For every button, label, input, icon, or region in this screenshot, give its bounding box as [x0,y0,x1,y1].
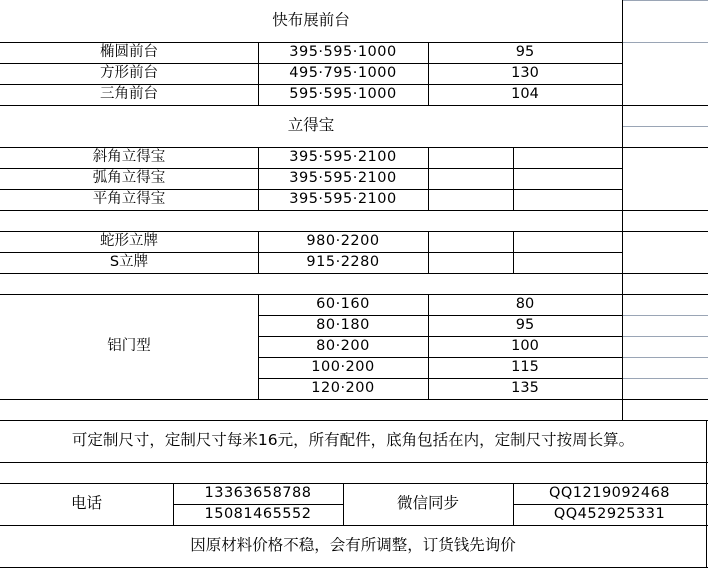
grid-line [0,231,708,232]
product-name: 斜角立得宝 [92,149,166,166]
grid-line [513,504,708,505]
grid-line [0,210,708,211]
product-name: 蛇形立牌 [100,233,158,250]
grid-line [0,294,708,295]
grid-line [0,189,622,190]
phone-label: 电话 [70,494,102,513]
qq-number: QQ1219092468 [548,485,671,502]
qq-number: QQ452925331 [553,506,666,523]
footer-note: 因原材料价格不稳，会有所调整，订货钱先询价 [190,536,516,555]
grid-line [0,105,708,106]
grid-line [622,378,708,379]
grid-line [258,378,622,379]
product-price: 95 [515,317,535,334]
grid-line [622,336,708,337]
grid-line [0,525,708,526]
grid-line [513,147,514,210]
grid-line [0,273,708,274]
grid-line [428,147,429,210]
grid-line [173,504,343,505]
product-price: 115 [511,359,539,376]
grid-line [0,462,708,463]
product-size: 395·595·2100 [289,191,397,208]
grid-line [622,126,708,127]
grid-line [0,252,622,253]
product-size: 595·595·1000 [289,86,397,103]
section-title-lidebao: 立得宝 [287,116,335,135]
product-size: 495·795·1000 [289,65,397,82]
product-size: 980·2200 [306,233,380,250]
grid-line [622,357,708,358]
grid-line [0,567,708,568]
product-price: 135 [511,380,539,397]
section-title-quick-front: 快布展前台 [272,11,350,30]
grid-line [0,483,708,484]
grid-line [622,0,623,420]
phone-number: 15081465552 [204,506,312,523]
product-size: 395·595·1000 [289,44,397,61]
product-price: 104 [511,86,539,103]
wechat-label: 微信同步 [396,494,459,513]
grid-line [622,315,708,316]
product-size: 60·160 [316,296,370,313]
custom-size-note: 可定制尺寸，定制尺寸每米16元，所有配件，底角包括在内，定制尺寸按周长算。 [71,431,635,450]
product-name: 平角立得宝 [92,191,166,208]
grid-line [428,294,429,399]
grid-line [173,483,174,525]
product-size: 80·180 [316,317,370,334]
product-name: 方形前台 [100,65,158,82]
product-size: 395·595·2100 [289,149,397,166]
grid-line [0,399,708,400]
grid-line [258,231,259,273]
aluminum-label: 铝门型 [107,338,151,355]
product-size: 120·200 [311,380,375,397]
grid-line [622,42,708,43]
grid-line [258,147,259,210]
grid-line [0,42,622,43]
grid-line [258,336,622,337]
grid-line [428,231,429,273]
grid-line [258,294,259,399]
product-price: 95 [515,44,535,61]
grid-line [343,483,344,525]
product-price: 130 [511,65,539,82]
product-name: 弧角立得宝 [92,170,166,187]
grid-line [258,357,622,358]
grid-line [0,63,622,64]
phone-number: 13363658788 [204,485,312,502]
product-name: S立牌 [109,254,149,271]
grid-line [0,168,622,169]
product-price: 80 [515,296,535,313]
product-size: 915·2280 [306,254,380,271]
product-size: 80·200 [316,338,370,355]
grid-line [622,0,708,1]
product-name: 椭圆前台 [100,44,158,61]
grid-line [513,231,514,273]
grid-line [258,315,622,316]
product-size: 395·595·2100 [289,170,397,187]
product-name: 三角前台 [100,86,158,103]
grid-line [513,483,514,525]
grid-line [706,420,707,568]
grid-line [0,84,622,85]
grid-line [0,147,708,148]
grid-line [0,420,708,421]
product-size: 100·200 [311,359,375,376]
grid-line [258,42,259,105]
grid-line [428,42,429,105]
product-price: 100 [511,338,539,355]
